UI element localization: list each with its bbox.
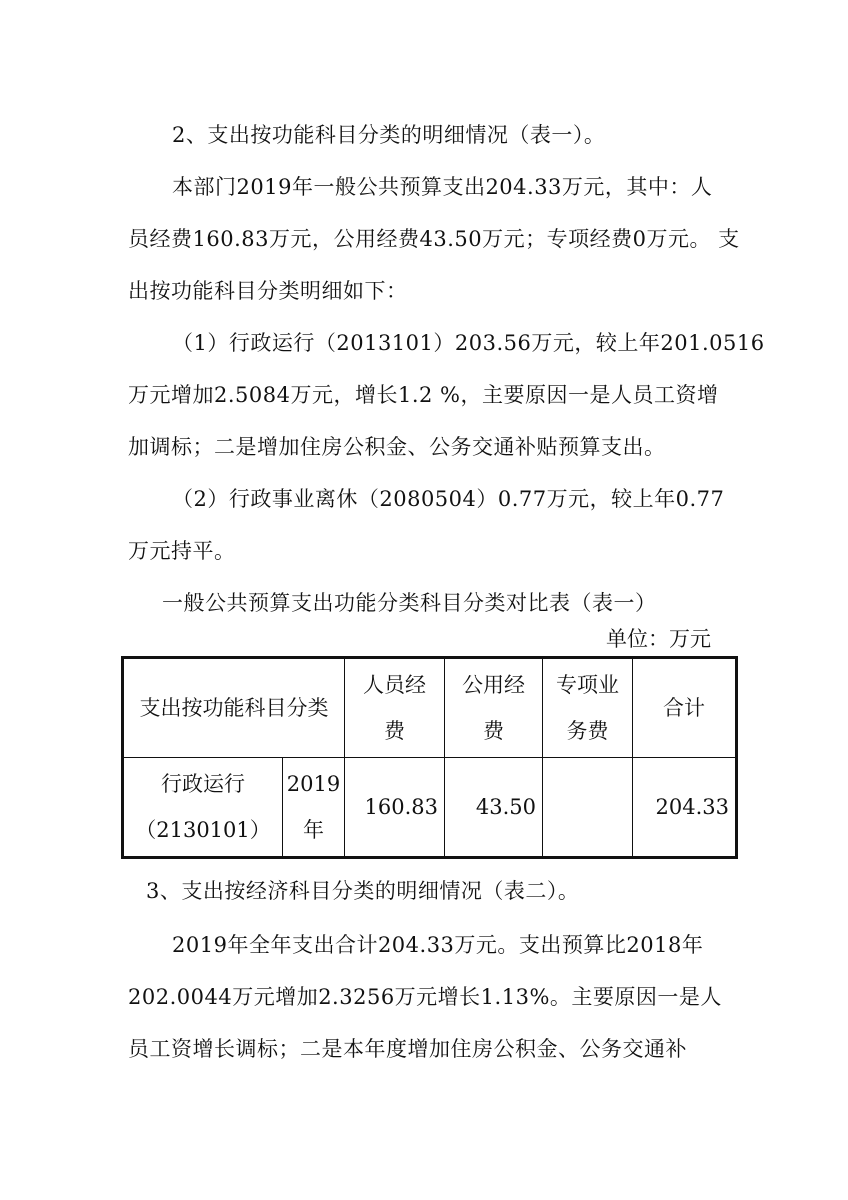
row-category-name — [123, 758, 283, 858]
row-year-text-2: 年 — [303, 818, 324, 842]
paragraph-line: 2019年全年支出合计204.33万元。支出预算比2018年 — [172, 933, 704, 957]
header-public-text-2: 费 — [483, 719, 504, 743]
row-year — [283, 758, 345, 858]
expenditure-table — [121, 656, 738, 859]
header-special-text-1: 专项业 — [556, 673, 619, 697]
header-category — [123, 658, 345, 758]
section-heading-2: 2、支出按功能科目分类的明细情况（表一）。 — [172, 123, 606, 147]
paragraph-line: 202.0044万元增加2.3256万元增长1.13%。主要原因一是人 — [128, 985, 722, 1009]
paragraph-line: （2）行政事业离休（2080504）0.77万元，较上年0.77 — [172, 487, 725, 511]
section-heading-3: 3、支出按经济科目分类的明细情况（表二）。 — [146, 879, 580, 903]
header-total-text: 合计 — [663, 696, 705, 720]
header-personnel-text-2: 费 — [384, 719, 405, 743]
row-year-text-1: 2019 — [286, 772, 341, 796]
table-title: 一般公共预算支出功能分类科目分类对比表（表一） — [162, 591, 657, 615]
paragraph-line: 万元持平。 — [128, 539, 236, 563]
header-special — [543, 658, 633, 758]
header-total — [633, 658, 737, 758]
row-personnel-value: 160.83 — [345, 758, 445, 858]
paragraph-line: （1）行政运行（2013101）203.56万元，较上年201.0516 — [172, 331, 765, 355]
paragraph-line: 万元增加2.5084万元，增长1.2 %，主要原因一是人员工资增 — [128, 383, 719, 407]
row-name-text-2: （2130101） — [135, 818, 271, 842]
unit-label: 单位：万元 — [606, 627, 711, 651]
paragraph-line: 出按功能科目分类明细如下： — [128, 279, 408, 303]
row-name-text-1: 行政运行 — [161, 772, 245, 796]
header-public-text-1: 公用经 — [462, 673, 525, 697]
header-personnel — [345, 658, 445, 758]
header-personnel-text-1: 人员经 — [363, 673, 426, 697]
paragraph-line: 加调标；二是增加住房公积金、公务交通补贴预算支出。 — [128, 435, 666, 459]
row-special-value — [543, 758, 633, 858]
row-total-value: 204.33 — [633, 758, 737, 858]
header-category-text: 支出按功能科目分类 — [139, 696, 329, 720]
table-row — [123, 758, 737, 858]
header-special-text-2: 务费 — [566, 719, 609, 743]
paragraph-line: 员经费160.83万元，公用经费43.50万元；专项经费0万元。 支 — [128, 227, 740, 251]
paragraph-line: 员工资增长调标；二是本年度增加住房公积金、公务交通补 — [128, 1037, 687, 1061]
row-public-value: 43.50 — [445, 758, 543, 858]
paragraph-line: 本部门2019年一般公共预算支出204.33万元，其中：人 — [172, 175, 713, 199]
table-header-row — [123, 658, 737, 758]
header-public — [445, 658, 543, 758]
